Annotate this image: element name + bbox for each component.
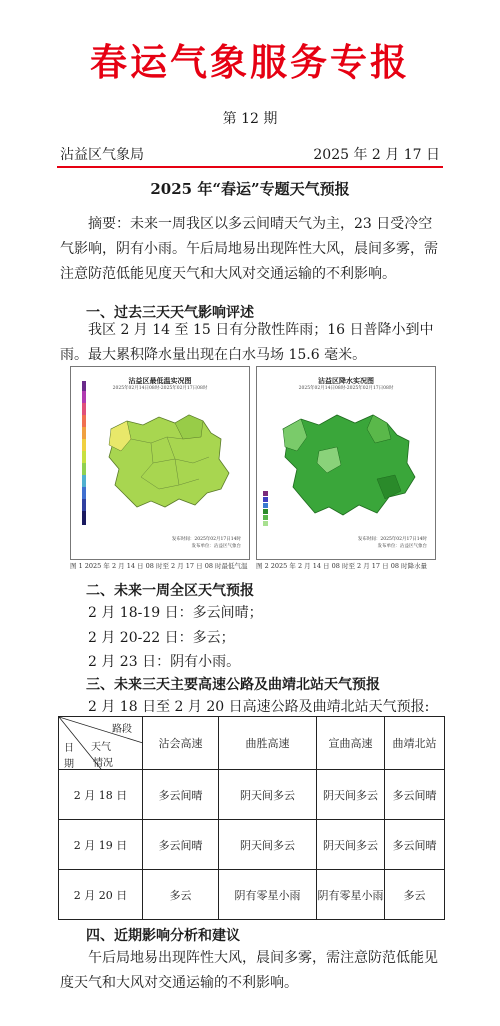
table-corner-cell [59, 717, 143, 770]
abstract: 摘要：未来一周我区以多云间晴天气为主，23 日受冷空气影响，阴有小雨。午后局地易出现阵性大风，晨间多雾，需注意防范低能见度天气和大风对交通运输的不利影响。 [60, 216, 438, 282]
corner-road-label: 路段 [112, 724, 132, 735]
issuing-org: 沾益区气象局 [60, 147, 144, 163]
report-title: 春运气象服务专报 [90, 41, 410, 84]
map1-subtitle: 2025年02月14日08时-2025年02月17日08时 [112, 386, 208, 391]
section3-heading: 三、未来三天主要高速公路及曲靖北站天气预报 [86, 677, 380, 693]
corner-date-label: 期 [64, 759, 74, 770]
table-header-row [59, 717, 445, 770]
table-cell: 阴有零星小雨 [219, 870, 317, 920]
corner-weather-label: 天气 [91, 742, 111, 753]
table-row [59, 770, 445, 820]
section4-heading: 四、近期影响分析和建议 [86, 928, 240, 944]
issue-number: 第 12 期 [222, 111, 278, 127]
table-cell: 阴天间多云 [317, 770, 385, 820]
map2-subtitle: 2025年02月14日08时-2025年02月17日08时 [298, 386, 394, 391]
corner-date-label: 日 [64, 743, 74, 754]
table-cell: 多云 [143, 870, 219, 920]
table-row [59, 870, 445, 920]
row-date: 2 月 18 日 [59, 770, 143, 820]
forecast-line: 2 月 18-19 日：多云间晴； [88, 605, 263, 621]
column-header: 沾会高速 [143, 717, 219, 770]
map2-publish-time: 发布时间：2025年02月17日14时 [357, 537, 427, 542]
section1-text: 我区 2 月 14 至 15 日有分散性阵雨；16 日普降小到中雨。最大累积降水量出现在白水马场 15.6 毫米。 [60, 322, 434, 363]
highway-forecast-table [58, 716, 445, 920]
row-date: 2 月 19 日 [59, 820, 143, 870]
forecast-line: 2 月 20-22 日：多云； [88, 630, 235, 646]
row-date: 2 月 20 日 [59, 870, 143, 920]
table-cell: 阴天间多云 [317, 820, 385, 870]
table-cell: 多云间晴 [385, 770, 445, 820]
table-intro: 2 月 18 日至 2 月 20 日高速公路及曲靖北站天气预报: [88, 699, 430, 715]
map1-publish-time: 发布时间：2025年02月17日14时 [171, 537, 241, 542]
table-cell: 多云 [385, 870, 445, 920]
figure1-caption: 图 1 2025 年 2 月 14 日 08 时至 2 月 17 日 08 时最低气温 [70, 562, 248, 570]
figure2-caption: 图 2 2025 年 2 月 14 日 08 时至 2 月 17 日 08 时降水量 [256, 562, 428, 570]
column-header: 宣曲高速 [317, 717, 385, 770]
header-divider [57, 166, 443, 168]
map1-publish-unit: 发布单位：沾益区气象台 [191, 544, 241, 549]
column-header: 曲胜高速 [219, 717, 317, 770]
temperature-map-graphic [71, 367, 249, 559]
precipitation-map [256, 366, 436, 560]
section1-heading: 一、过去三天天气影响评述 [86, 305, 254, 321]
min-temperature-map [70, 366, 250, 560]
precipitation-legend [263, 491, 268, 526]
table-row [59, 820, 445, 870]
precipitation-map-graphic [257, 367, 435, 559]
temperature-legend [82, 381, 86, 525]
table-cell: 多云间晴 [385, 820, 445, 870]
table-cell: 多云间晴 [143, 770, 219, 820]
corner-condition-label: 情况 [93, 758, 113, 769]
map2-title: 沾益区降水实况图 [318, 376, 374, 385]
table-cell: 阴天间多云 [219, 820, 317, 870]
report-subject: 2025 年“春运”专题天气预报 [150, 180, 350, 198]
table-cell: 多云间晴 [143, 820, 219, 870]
issue-date: 2025 年 2 月 17 日 [313, 147, 440, 163]
forecast-line: 2 月 23 日：阴有小雨。 [88, 654, 241, 670]
table-cell: 阴天间多云 [219, 770, 317, 820]
table-cell: 阴有零星小雨 [317, 870, 385, 920]
map2-publish-unit: 发布单位：沾益区气象台 [377, 544, 427, 549]
map1-title: 沾益区最低温实况图 [128, 376, 192, 385]
column-header: 曲靖北站 [385, 717, 445, 770]
section4-text: 午后局地易出现阵性大风，晨间多雾，需注意防范低能见度天气和大风对交通运输的不利影响。 [60, 950, 438, 991]
section2-heading: 二、未来一周全区天气预报 [86, 583, 254, 599]
